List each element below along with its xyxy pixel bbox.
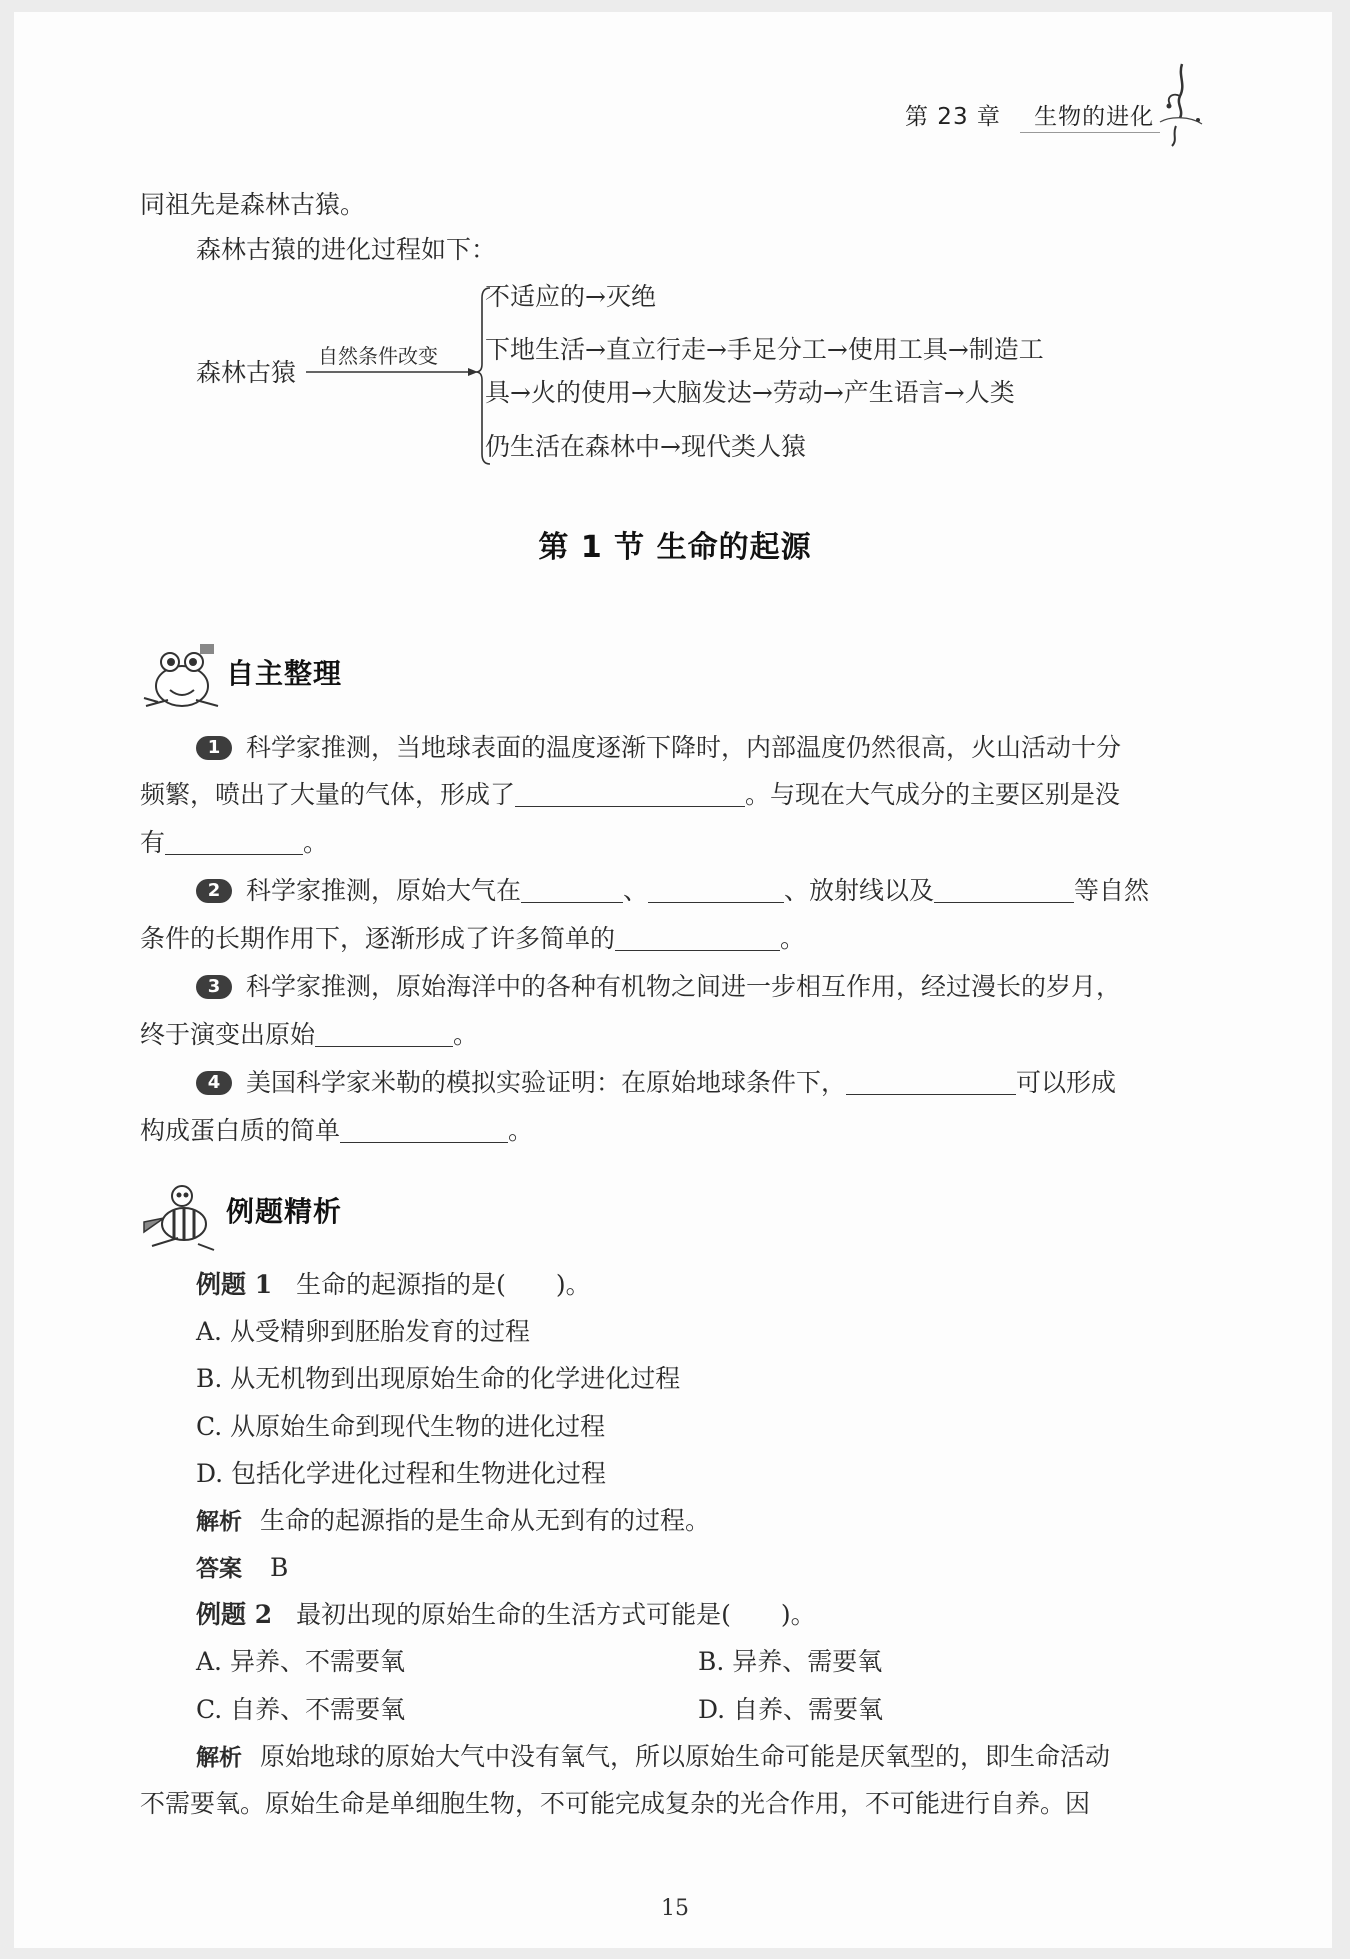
diagram-branch-2-line-1: 下地生活→直立行走→手足分工→使用工具→制造工 — [485, 335, 1044, 364]
example-2-option-a: A. 异养、不需要氧 — [196, 1647, 405, 1676]
intro-line-1: 同祖先是森林古猿。 — [140, 190, 366, 219]
example-2-question: 例题 2 最初出现的原始生命的生活方式可能是( )。 — [196, 1600, 816, 1629]
diagram-branch-2-line-2: 具→火的使用→大脑发达→劳动→产生语言→人类 — [485, 378, 1015, 407]
diagram-bracket — [300, 282, 500, 472]
question-2-line-2: 条件的长期作用下，逐渐形成了许多简单的 。 — [140, 924, 806, 953]
examples-title: 例题精析 — [226, 1195, 343, 1228]
question-4-line-1: 4 美国科学家米勒的模拟实验证明：在原始地球条件下， 可以形成 — [196, 1066, 1116, 1100]
frog-mascot-icon — [138, 640, 226, 714]
analysis-label: 解析 — [196, 1745, 242, 1771]
self-study-title: 自主整理 — [226, 657, 343, 690]
diagram-condition: 自然条件改变 — [318, 344, 438, 368]
example-2-analysis-line-2: 不需要氧。原始生命是单细胞生物，不可能完成复杂的光合作用，不可能进行自养。因 — [140, 1789, 1091, 1818]
section-title: 第 1 节 生命的起源 — [538, 530, 812, 565]
example-2-analysis-line-1: 解析 原始地球的原始大气中没有氧气，所以原始生命可能是厌氧型的，即生命活动 — [196, 1742, 1111, 1771]
question-1-line-1: 1 科学家推测，当地球表面的温度逐渐下降时，内部温度仍然很高，火山活动十分 — [196, 731, 1121, 765]
question-2-line-1: 2 科学家推测，原始大气在 、 、放射线以及 等自然 — [196, 874, 1149, 908]
question-number-badge: 2 — [196, 879, 232, 903]
example-2-option-b: B. 异养、需要氧 — [698, 1647, 883, 1676]
question-number-badge: 4 — [196, 1071, 232, 1095]
example-1-option-b: B. 从无机物到出现原始生命的化学进化过程 — [196, 1364, 681, 1393]
answer-blank[interactable] — [846, 1068, 1016, 1095]
example-1-answer: 答案 B — [196, 1553, 289, 1582]
example-1-question: 例题 1 生命的起源指的是( )。 — [196, 1270, 591, 1299]
question-3-line-1: 3 科学家推测，原始海洋中的各种有机物之间进一步相互作用，经过漫长的岁月， — [196, 970, 1121, 1004]
flourish-ornament-icon — [1150, 62, 1210, 147]
chapter-header: 第 23 章 生物的进化 — [905, 104, 1155, 130]
example-1-option-a: A. 从受精卵到胚胎发育的过程 — [196, 1317, 530, 1346]
example-1-option-d: D. 包括化学进化过程和生物进化过程 — [196, 1459, 607, 1488]
diagram-branch-3: 仍生活在森林中→现代类人猿 — [485, 432, 806, 461]
example-1-option-c: C. 从原始生命到现代生物的进化过程 — [196, 1412, 606, 1441]
answer-blank[interactable] — [615, 924, 780, 951]
header-rule — [1020, 132, 1160, 133]
question-1-line-3: 有 。 — [140, 828, 329, 857]
diagram-root: 森林古猿 — [196, 358, 297, 387]
diagram-branch-1: 不适应的→灭绝 — [485, 282, 656, 311]
answer-blank[interactable] — [315, 1020, 453, 1047]
question-3-line-2: 终于演变出原始 。 — [140, 1020, 479, 1049]
analysis-label: 解析 — [196, 1509, 242, 1535]
question-1-line-2: 频繁，喷出了大量的气体，形成了 。与现在大气成分的主要区别是没 — [140, 780, 1121, 809]
answer-blank[interactable] — [340, 1116, 508, 1143]
example-2-label: 例题 2 — [196, 1600, 273, 1629]
question-number-badge: 3 — [196, 975, 232, 999]
page-number: 15 — [661, 1896, 689, 1921]
question-number-badge: 1 — [196, 736, 232, 760]
question-4-line-2: 构成蛋白质的简单 。 — [140, 1116, 534, 1145]
answer-blank[interactable] — [515, 780, 745, 807]
example-2-option-c: C. 自养、不需要氧 — [196, 1695, 406, 1724]
answer-label: 答案 — [196, 1556, 242, 1582]
bee-mascot-icon — [138, 1180, 226, 1256]
answer-blank[interactable] — [521, 876, 623, 903]
answer-blank[interactable] — [165, 828, 303, 855]
answer-blank[interactable] — [648, 876, 784, 903]
example-1-analysis: 解析 生命的起源指的是生命从无到有的过程。 — [196, 1506, 711, 1535]
example-2-option-d: D. 自养、需要氧 — [698, 1695, 884, 1724]
answer-blank[interactable] — [934, 876, 1074, 903]
intro-line-2: 森林古猿的进化过程如下： — [196, 235, 497, 264]
example-1-label: 例题 1 — [196, 1270, 273, 1299]
